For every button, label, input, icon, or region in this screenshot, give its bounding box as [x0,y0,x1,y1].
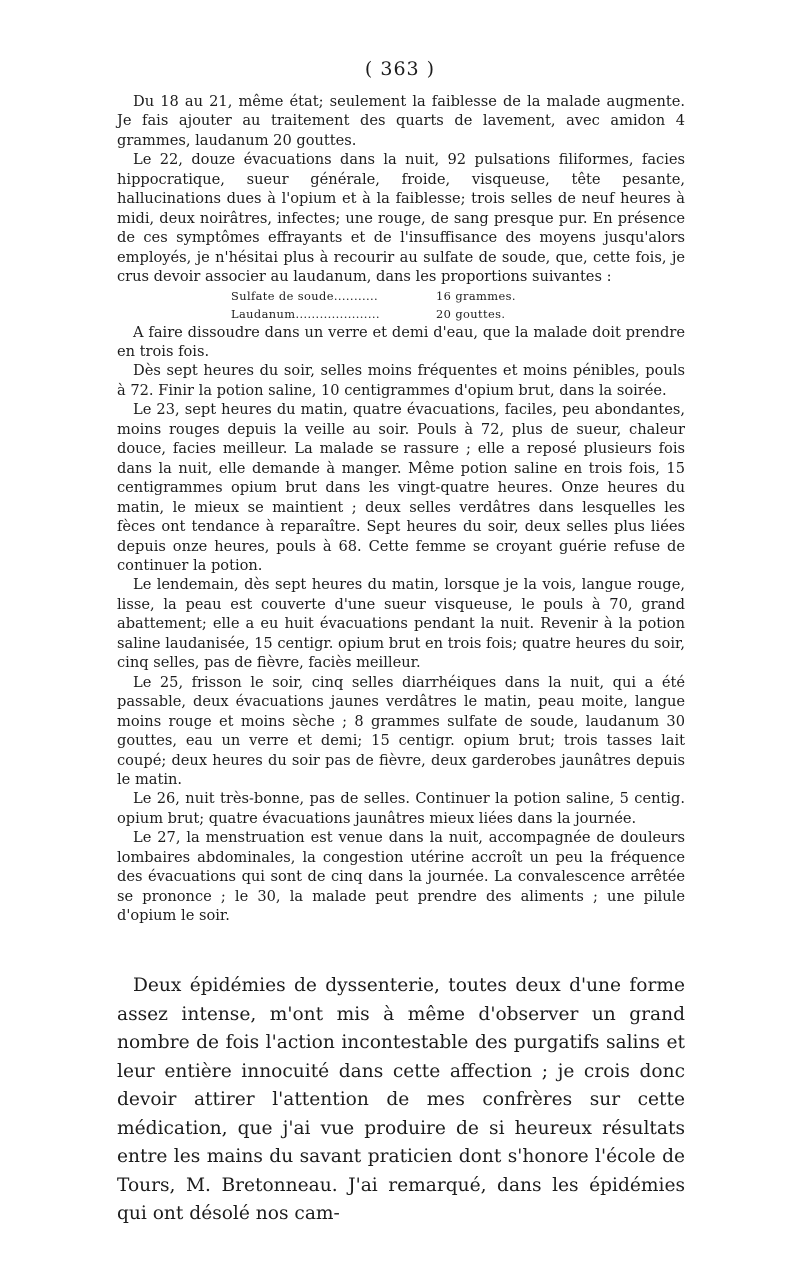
ingredient-quantity: 16 grammes. [436,288,516,303]
paragraph-next-day: Le lendemain, dès sept heures du matin, lorsque je la vois, langue rouge, lisse, la peau est couverte d'une sueur visqueuse, le pouls à 70, grand abattement; elle a eu huit évacuations pendant la nuit. Revenir à la potion saline laudanisée, 15 centigr. opium brut en trois fois; quatre heures du soir, cinq selles, pas de fièvre, faciès meilleur. [117,576,686,672]
main-text [117,972,685,1229]
page-number: ( 363 ) [364,58,436,80]
prescription [117,287,685,323]
case-notes [117,92,685,926]
prescription-line [117,287,685,305]
ingredient-name: Laudanum..................... [231,306,380,321]
ingredient-name: Sulfate de soude........... [231,288,379,303]
paragraph-day-18: Du 18 au 21, même état; seulement la faiblesse de la malade augmente. Je fais ajouter au traitement des quarts de lavement, avec amidon 4 grammes, laudanum 20 gouttes. [117,93,685,149]
paragraph-dissolve: A faire dissoudre dans un verre et demi d'eau, que la malade doit prendre en trois fois. [117,323,685,360]
paragraph-day-27: Le 27, la menstruation est venue dans la nuit, accompagnée de douleurs lombaires abdominales, la congestion utérine accroît un peu la fréquence des évacuations qui sont de cinq dans la journée. La convalescence arrêtée se prononce ; le 30, la malade peut prendre des aliments ; une pilule d'opium le soir. [117,829,685,925]
paragraph-day-26: Le 26, nuit très-bonne, pas de selles. Continuer la potion saline, 5 centig. opium brut; quatre évacuations jaunâtres mieux liées dans la journée. [117,790,685,827]
paragraph-evening: Dès sept heures du soir, selles moins fréquentes et moins pénibles, pouls à 72. Finir la potion saline, 10 centigrammes d'opium brut, dans la soirée. [117,362,685,399]
paragraph-day-25: Le 25, frisson le soir, cinq selles diarrhéiques dans la nuit, qui a été passable, deux évacuations jaunes verdâtres le matin, peau moite, langue moins rouge et moins sèche ; 8 grammes sulfate de soude, laudanum 30 gouttes, eau un verre et demi; 15 centigr. opium brut; trois tasses lait coupé; deux heures du soir pas de fièvre, deux garderobes jaunâtres depuis le matin. [117,673,685,788]
paragraph-day-22: Le 22, douze évacuations dans la nuit, 92 pulsations filiformes, facies hippocratique, sueur générale, froide, visqueuse, tête pesante, hallucinations dues à l'opium et à la faiblesse; trois selles de neuf heures à midi, deux noirâtres, infectes; une rouge, de sang presque pur. En présence de ces symptômes effrayants et de l'insuffisance des moyens jusqu'alors employés, je n'hésitai plus à recourir au sulfate de soude, que, cette fois, je crus devoir associer au laudanum, dans les proportions suivantes : [117,151,685,286]
paragraph-epidemics: Deux épidémies de dyssenterie, toutes deux d'une forme assez intense, m'ont mis à même d'observer un grand nombre de fois l'action incontestable des purgatifs salins et leur entière innocuité dans cette affection ; je crois donc devoir attirer l'attention de mes confrères sur cette médication, que j'ai vue produire de si heureux résultats entre les mains du savant praticien dont s'honore l'école de Tours, M. Bretonneau. J'ai remarqué, dans les épidémies qui ont désolé nos cam- [117,975,685,1224]
paragraph-day-23: Le 23, sept heures du matin, quatre évacuations, faciles, peu abondantes, moins rouges depuis la veille au soir. Pouls à 72, plus de sueur, chaleur douce, facies meilleur. La malade se rassure ; elle a reposé plusieurs fois dans la nuit, elle demande à manger. Même potion saline en trois fois, 15 centigrammes opium brut dans les vingt-quatre heures. Onze heures du matin, le mieux se maintient ; deux selles verdâtres dans lesquelles les fèces ont tendance à reparaître. Sept heures du soir, deux selles plus liées depuis onze heures, pouls à 68. Cette femme se croyant guérie refuse de continuer la potion. [117,401,685,574]
prescription-line [117,305,685,323]
ingredient-quantity: 20 gouttes. [436,306,506,321]
